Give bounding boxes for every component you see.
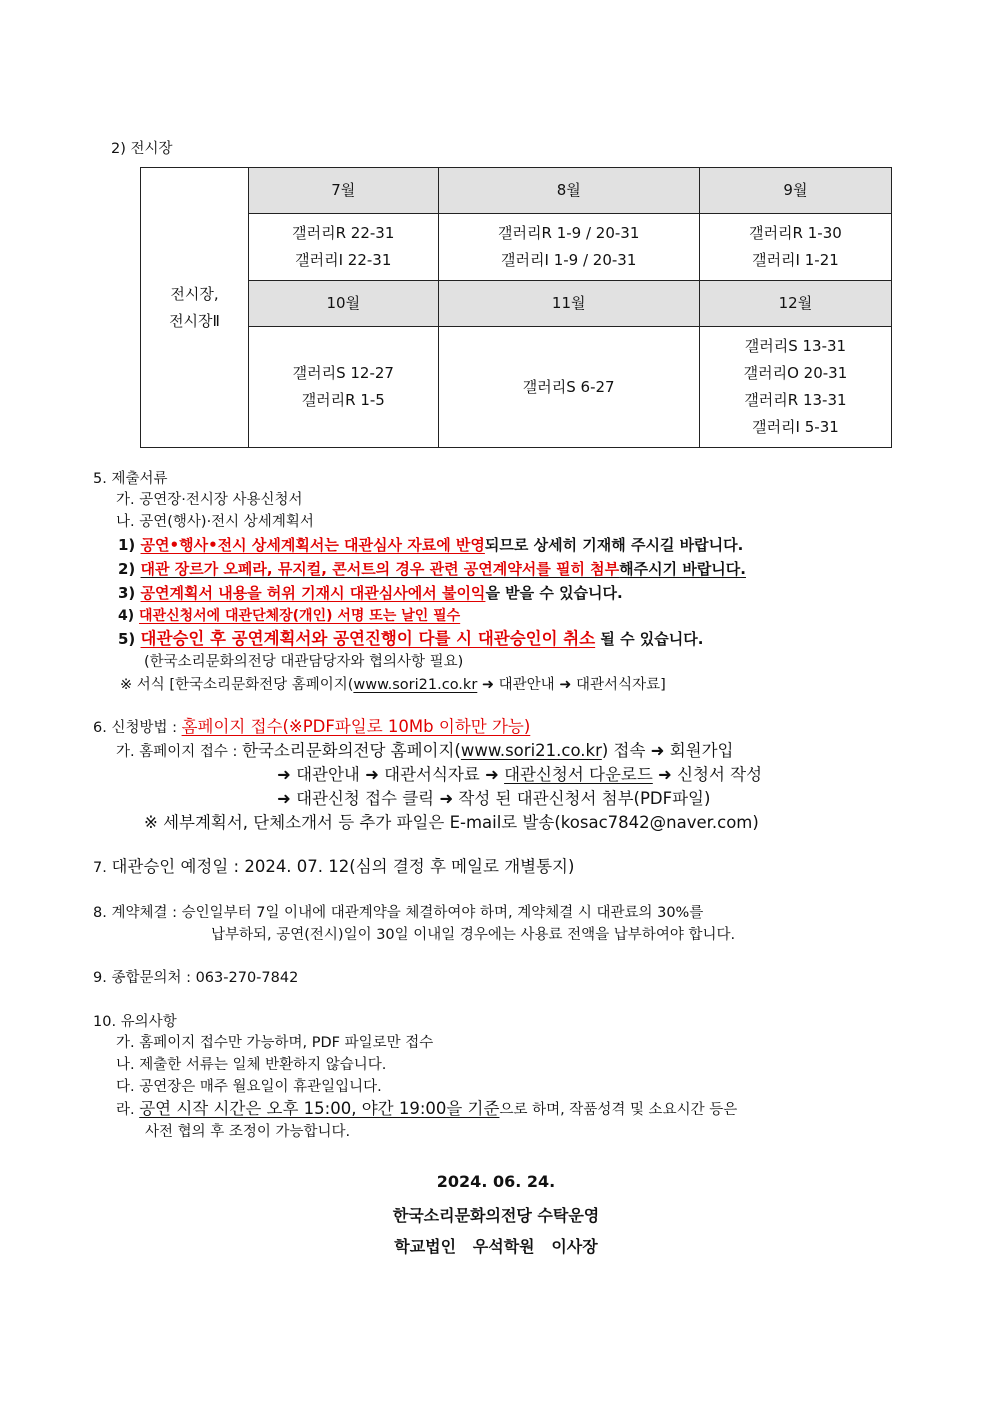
sec6-item-a-text xyxy=(242,741,734,760)
gallery-entry: 갤러리R 22-31 xyxy=(292,224,395,242)
sec6-item-a-prefix: 한국소리문화의전당 홈페이지( xyxy=(241,741,461,760)
sec10-item-a: 가. 홈페이지 접수만 가능하며, PDF 파일로만 접수 xyxy=(116,1035,434,1051)
note-number: 1) xyxy=(118,536,136,554)
note-text: 을 받을 수 있습니다. xyxy=(485,584,623,602)
gallery-entry: 갤러리S 12-27 xyxy=(292,364,394,382)
note-text: 될 수 있습니다. xyxy=(595,630,704,648)
note-highlight: 대관 장르가 오페라, 뮤지컬, 콘서트의 경우 관련 공연계약서를 필히 첨부 xyxy=(140,560,620,578)
schedule-cell xyxy=(249,327,439,448)
exhibit-schedule-table xyxy=(140,167,892,448)
note-highlight: 공연계획서 내용을 허위 기재시 대관심사에서 불이익 xyxy=(140,584,486,602)
sec8-line2: 납부하되, 공연(전시)일이 30일 이내일 경우에는 사용료 전액을 납부하여야 합니다. xyxy=(211,927,736,943)
month-header: 10월 xyxy=(249,281,439,327)
gallery-entry: 갤러리R 13-31 xyxy=(744,391,847,409)
gallery-entry: 갤러리S 6-27 xyxy=(522,377,615,396)
sec5-note-2 xyxy=(118,559,746,579)
sec9-contact: 9. 종합문의처 : 063-270-7842 xyxy=(93,970,299,986)
venue-label-cell xyxy=(141,168,249,448)
item-d-text: 으로 하며, 작품성격 및 소요시간 등은 xyxy=(499,1102,738,1118)
sec6-step-2 xyxy=(277,765,762,785)
sec10-item-d-line2: 사전 협의 후 조정이 가능합니다. xyxy=(145,1124,351,1140)
signer: 학교법인 우석학원 이사장 xyxy=(394,1237,598,1256)
form-note-path: ➜ 대관안내 ➜ 대관서식자료] xyxy=(477,677,666,693)
sec6-item-a-suffix: ) 접속 ➜ 회원가입 xyxy=(601,741,734,760)
sec6-step-3: ➜ 대관신청 접수 클릭 ➜ 작성 된 대관신청서 첨부(PDF파일) xyxy=(277,789,711,808)
note-number: 2) xyxy=(118,560,136,578)
venue-label-line1: 전시장, xyxy=(170,284,219,303)
sec5-title: 5. 제출서류 xyxy=(93,471,168,487)
gallery-entry: 갤러리R 1-5 xyxy=(301,391,385,409)
sec10-item-c: 다. 공연장은 매주 월요일이 휴관일입니다. xyxy=(116,1079,382,1095)
sec5-note-5 xyxy=(118,629,703,649)
sec6-title-highlight: 홈페이지 접수(※PDF파일로 10Mb 이하만 가능) xyxy=(181,717,531,736)
sec8-line1: 8. 계약체결 : 승인일부터 7일 이내에 대관계약을 체결하여야 하며, 계약체결 시 대관료의 30%를 xyxy=(93,905,704,921)
venue-label-line2: 전시장Ⅱ xyxy=(169,311,220,330)
month-header: 12월 xyxy=(699,281,891,327)
sec10-title: 10. 유의사항 xyxy=(93,1014,177,1030)
note-highlight: 대관신청서에 대관단체장(개인) 서명 또는 날인 필수 xyxy=(139,608,461,624)
note-highlight: 공연•행사•전시 상세계획서는 대관심사 자료에 반영 xyxy=(140,536,485,554)
sec6-title xyxy=(93,717,530,738)
homepage-link[interactable]: www.sori21.co.kr xyxy=(460,741,602,760)
schedule-cell xyxy=(438,214,699,281)
month-header: 9월 xyxy=(699,168,891,214)
sec10-item-b: 나. 제출한 서류는 일체 반환하지 않습니다. xyxy=(116,1057,387,1073)
schedule-cell xyxy=(699,327,891,448)
sec7-text: 대관승인 예정일 : 2024. 07. 12(심의 결정 후 메일로 개별통지) xyxy=(111,857,575,876)
month-header: 8월 xyxy=(438,168,699,214)
gallery-entry: 갤러리I 1-21 xyxy=(752,251,839,269)
sec6-title-label: 6. 신청방법 : xyxy=(93,720,182,736)
announcement-date: 2024. 06. 24. xyxy=(436,1172,556,1191)
step-text-end: ➜ 신청서 작성 xyxy=(652,765,763,784)
form-note-text: ※ 서식 [한국소리문화전당 홈페이지( xyxy=(120,677,354,693)
note-highlight: 대관승인 후 공연계획서와 공연진행이 다를 시 대관승인이 취소 xyxy=(140,629,596,648)
sec5-form-note xyxy=(120,675,666,695)
sec7 xyxy=(93,857,574,878)
gallery-entry: 갤러리I 1-9 / 20-31 xyxy=(501,251,637,269)
exhibit-section-title: 2) 전시장 xyxy=(111,141,173,157)
note-text: 되므로 상세히 기재해 주시길 바랍니다. xyxy=(484,536,744,554)
schedule-cell xyxy=(438,327,699,448)
note-text: 해주시기 바랍니다. xyxy=(619,560,746,578)
download-step: 대관신청서 다운로드 xyxy=(504,765,653,784)
step-text: ➜ 대관안내 ➜ 대관서식자료 ➜ xyxy=(277,765,505,784)
note-number: 3) xyxy=(118,584,136,602)
item-d-highlight: 공연 시작 시간은 오후 15:00, 야간 19:00을 기준 xyxy=(139,1099,500,1118)
sec5-note-5-sub: (한국소리문화의전당 대관담당자와 협의사항 필요) xyxy=(144,654,464,670)
sec5-item-a: 가. 공연장·전시장 사용신청서 xyxy=(116,492,303,508)
sec5-note-3 xyxy=(118,583,623,603)
sec10-item-d xyxy=(116,1099,737,1120)
issuing-organization: 한국소리문화의전당 수탁운영 xyxy=(392,1206,600,1225)
note-number: 4) xyxy=(118,608,135,624)
schedule-cell xyxy=(249,214,439,281)
sec5-note-1 xyxy=(118,535,743,555)
sec6-item-a xyxy=(116,741,734,762)
gallery-entry: 갤러리R 1-30 xyxy=(749,224,842,242)
gallery-entry: 갤러리O 20-31 xyxy=(743,364,848,382)
sec6-item-a-label: 가. 홈페이지 접수 : xyxy=(116,744,242,760)
sec6-email-note: ※ 세부계획서, 단체소개서 등 추가 파일은 E-mail로 발송(kosac7842@naver.com) xyxy=(144,813,759,832)
gallery-entry: 갤러리I 22-31 xyxy=(295,251,392,269)
month-header: 7월 xyxy=(249,168,439,214)
sec5-item-b: 나. 공연(행사)·전시 상세계획서 xyxy=(116,514,314,530)
sec7-num: 7. xyxy=(93,860,112,876)
month-header: 11월 xyxy=(438,281,699,327)
note-number: 5) xyxy=(118,630,136,648)
schedule-cell xyxy=(699,214,891,281)
gallery-entry: 갤러리I 5-31 xyxy=(752,418,839,436)
gallery-entry: 갤러리R 1-9 / 20-31 xyxy=(498,224,640,242)
gallery-entry: 갤러리S 13-31 xyxy=(744,337,847,355)
item-d-label: 라. xyxy=(116,1102,140,1118)
homepage-link[interactable]: www.sori21.co.kr xyxy=(353,677,478,693)
sec5-note-4 xyxy=(118,606,460,626)
